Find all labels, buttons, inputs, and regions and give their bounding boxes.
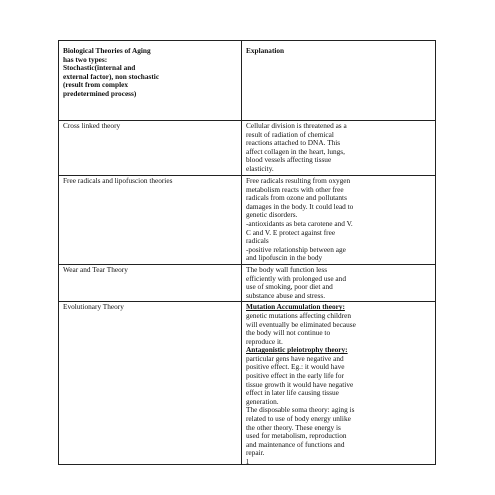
explanation-text: Cellular division is threatened as a result of radiation of chemical reactions attached to DNA. This affect collagen in the heart, lungs, blood vessels affecting tissue elasticity. — [246, 121, 347, 173]
mutation-accumulation-heading: Mutation Accumulation theory: — [246, 302, 345, 312]
explanation-text: The body wall function less efficiently with prolonged use and use of smoking, poor diet and substance abuse and stress. — [246, 264, 346, 300]
aging-theories-table — [58, 40, 436, 465]
explanation-cell — [242, 302, 436, 465]
header-theories-cell: Biological Theories of Aging has two types: Stochastic(internal and external factor), non stochastic (result from complex predetermined process) — [59, 41, 242, 121]
table-header-row — [59, 41, 436, 121]
table-row — [59, 176, 436, 265]
page-number: 1 — [245, 458, 250, 466]
theory-name-cell: Cross linked theory — [59, 121, 242, 176]
antagonistic-pleiotrophy-heading: Antagonistic pleiotrophy theory: — [246, 345, 348, 355]
explanation-cell — [242, 121, 436, 176]
theory-name-cell: Wear and Tear Theory — [59, 264, 242, 301]
disposable-soma-text: The disposable soma theory: aging is related to use of body energy unlike the other theory. These energy is used for metabolism, reproduction and maintenance of functions and repair. — [246, 405, 355, 458]
antagonistic-pleiotrophy-text: particular gens have negative and positive effect. Eg.: it would have positive effect in the early life for tissue growth it would have negative effect in later life causing tissue generation. — [246, 353, 354, 406]
explanation-text: Free radicals resulting from oxygen metabolism reacts with other free radicals from ozone and pollutants damages in the body. It could lead to genetic disorders. -antioxidants as beta carotene and V. C and V. E protect against free radicals -positive relationship between age and lipofuscin in the body — [246, 176, 354, 263]
table-row — [59, 264, 436, 301]
table-row — [59, 302, 436, 465]
table-row — [59, 121, 436, 176]
explanation-cell — [242, 264, 436, 301]
explanation-cell — [242, 176, 436, 265]
theory-name-cell: Free radicals and lipofuscion theories — [59, 176, 242, 265]
mutation-accumulation-text: genetic mutations affecting children will eventually be eliminated because the body will not continue to reproduce it. — [246, 310, 356, 346]
header-explanation-cell: Explanation — [242, 41, 436, 121]
theory-name-cell: Evolutionary Theory — [59, 302, 242, 465]
